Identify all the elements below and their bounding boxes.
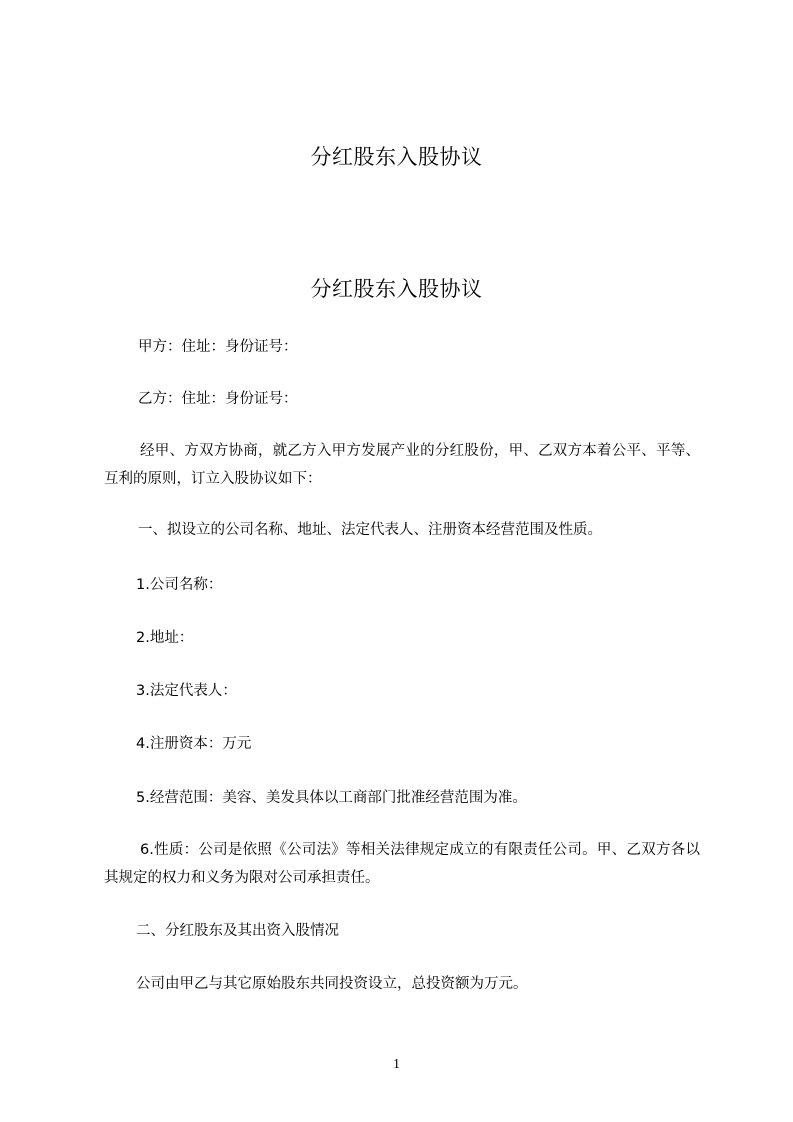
item-company-name: 1.公司名称： — [136, 577, 223, 593]
page-number: 1 — [393, 1057, 400, 1072]
party-b-line: 乙方：住址：身份证号： — [138, 391, 298, 407]
item-business-scope: 5.经营范围：美容、美发具体以工商部门批准经营范围为准。 — [136, 790, 527, 806]
section-1-heading: 一、拟设立的公司名称、地址、法定代表人、注册资本经营范围及性质。 — [138, 522, 602, 538]
header-title: 分红股东入股协议 — [310, 145, 483, 169]
item-address: 2.地址： — [136, 630, 194, 646]
section-2-text: 公司由甲乙与其它原始股东共同投资设立，总投资额为万元。 — [136, 976, 528, 992]
section-2-heading: 二、分红股东及其出资入股情况 — [136, 923, 339, 939]
item-nature-paragraph: 6.性质：公司是依照《公司法》等相关法律规定成立的有限责任公司。甲、乙双方各以其规定的权力和义务为限对公司承担责任。 — [104, 842, 700, 886]
intro-paragraph: 经甲、方双方协商，就乙方入甲方发展产业的分红股份，甲、乙双方本着公平、平等、互利的原则，订立入股协议如下： — [104, 443, 700, 487]
item-legal-representative: 3.法定代表人： — [136, 683, 237, 699]
party-a-line: 甲方：住址：身份证号： — [138, 339, 298, 355]
item-registered-capital: 4.注册资本：万元 — [136, 736, 252, 752]
body-title: 分红股东入股协议 — [310, 277, 483, 301]
